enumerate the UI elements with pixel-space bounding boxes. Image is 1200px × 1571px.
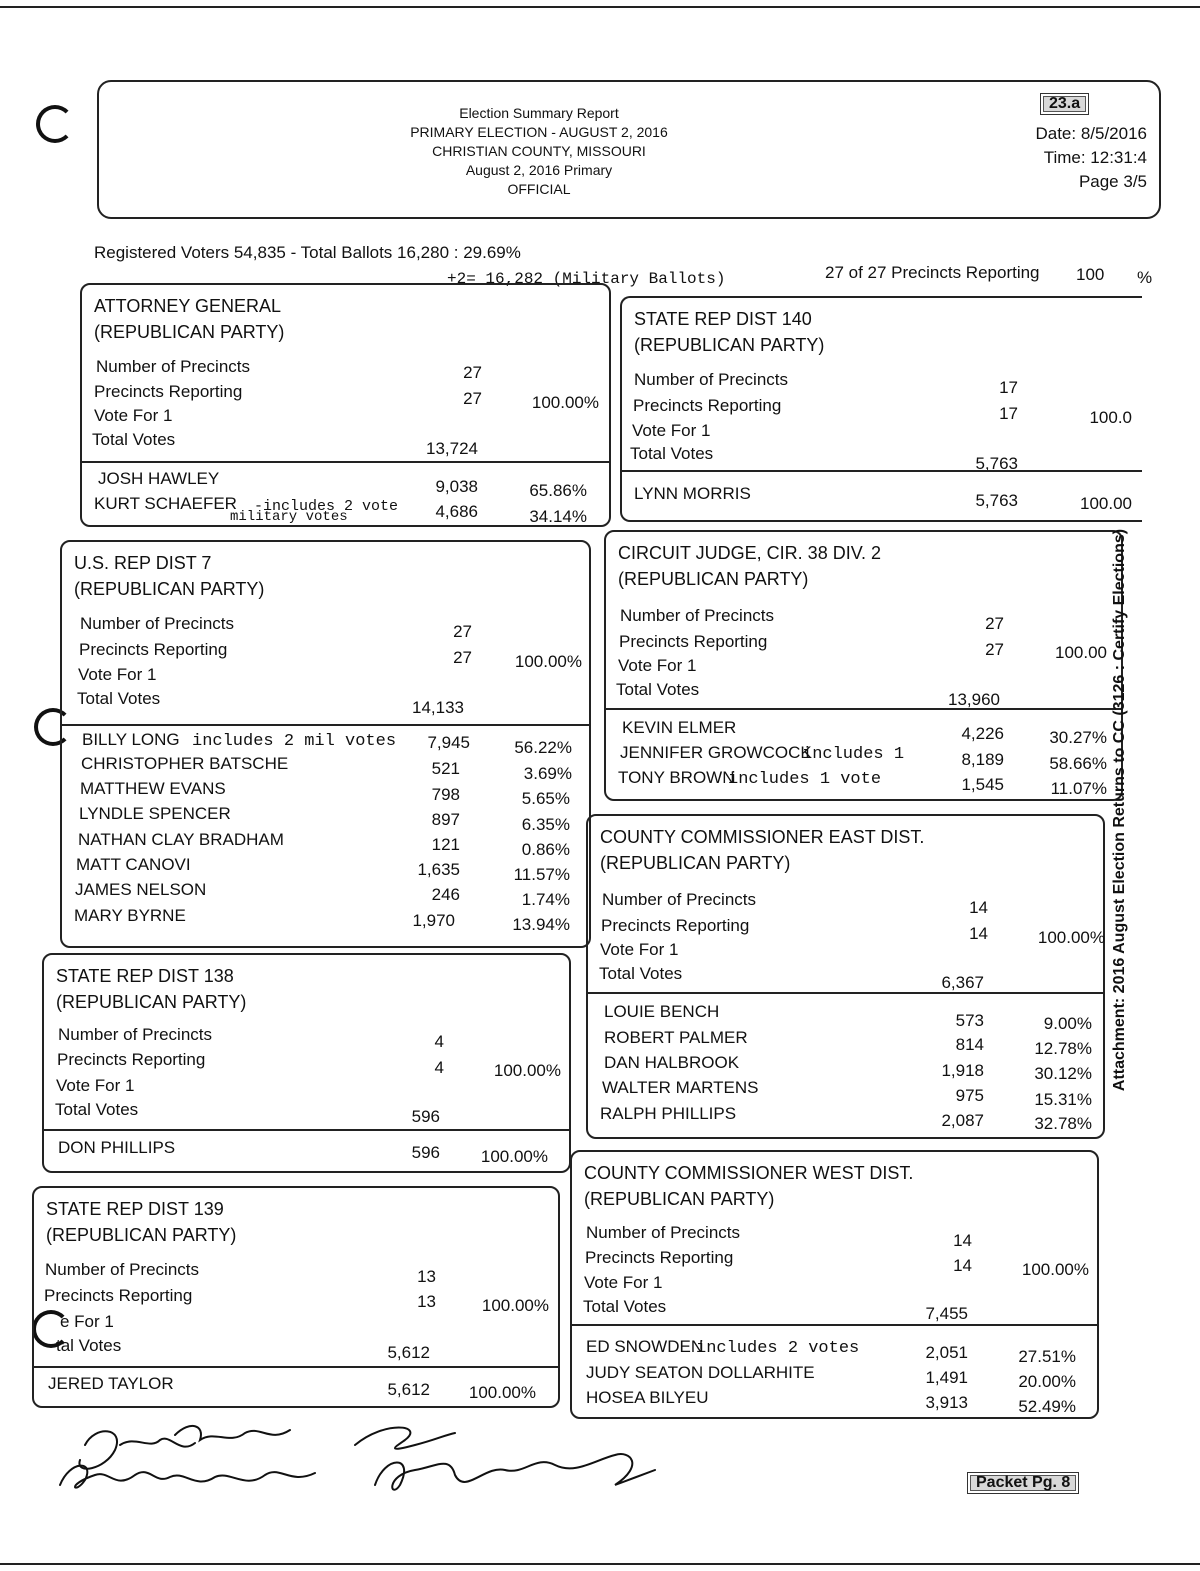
candidate-name: JOSH HAWLEY [98,469,220,488]
packet-page-stamp: Packet Pg. 8 [967,1472,1079,1494]
race-title [618,540,881,592]
precincts-reporting-pct: 100.00% [514,652,582,671]
label-total-votes: Total Votes [599,964,683,983]
candidate-pct: 100.00% [480,1147,548,1166]
candidate-votes: 4,226 [961,724,1004,743]
race-title [56,963,246,1015]
label-vote-for: Vote For 1 [584,1273,663,1292]
race-party-line: (REPUBLICAN PARTY) [74,579,265,599]
candidate-votes: 9,038 [435,477,478,496]
race-party-line: (REPUBLICAN PARTY) [634,335,825,355]
divider [82,461,609,463]
candidate-votes: 1,491 [925,1368,968,1387]
race-party-line: (REPUBLICAN PARTY) [46,1225,237,1245]
candidate-pct: 13.94% [512,915,570,934]
candidate-name: JAMES NELSON [75,880,207,899]
attachment-sidebar-text: Attachment: 2016 August Election Returns to CC (3126 : Certify Elections) [1111,528,1128,1092]
race-title-line: STATE REP DIST 138 [56,966,234,986]
candidate-pct: 3.69% [523,764,572,783]
label-num-precincts: Number of Precincts [80,614,234,633]
label-vote-for: Vote For 1 [600,940,679,959]
race-state-rep-dist-139 [32,1186,560,1408]
precincts-reporting-pct: 100.00 [1055,643,1107,662]
label-vote-for: e For 1 [60,1312,114,1331]
candidate-name: TONY BROWN [618,768,735,787]
election-subtitle: August 2, 2016 Primary [465,162,613,178]
label-total-votes: Total Votes [583,1297,667,1316]
candidate-votes: 798 [431,785,460,804]
precincts-summary-pct-sign: % [1137,268,1153,287]
election-name: PRIMARY ELECTION - AUGUST 2, 2016 [410,124,668,140]
candidate-name: LYNDLE SPENCER [79,804,231,823]
candidate-name: CHRISTOPHER BATSCHE [81,754,289,773]
race-attorney-general [80,283,611,527]
candidate-votes: 246 [431,885,460,904]
race-party-line: (REPUBLICAN PARTY) [56,992,247,1012]
candidate-name: MATTHEW EVANS [80,779,226,798]
divider [62,724,589,726]
race-party-line: (REPUBLICAN PARTY) [600,853,791,873]
report-status: OFFICIAL [507,181,571,197]
candidate-name: MARY BYRNE [74,906,186,925]
num-precincts-value: 27 [453,622,472,641]
race-state-rep-dist-138 [42,953,571,1173]
precincts-reporting-pct: 100.00% [1021,1260,1089,1279]
report-time: Time: 12:31:4 [1043,148,1147,167]
candidate-name: KEVIN ELMER [622,718,737,737]
precincts-reporting-value: 17 [999,404,1018,423]
top-edge-line [0,6,1200,8]
divider [572,1324,1097,1326]
label-precincts-reporting: Precincts Reporting [619,632,768,651]
label-precincts-reporting: Precincts Reporting [585,1248,734,1267]
candidate-name: NATHAN CLAY BRADHAM [78,830,284,849]
candidate-pct: 58.66% [1049,754,1107,773]
candidate-name: JERED TAYLOR [48,1374,174,1393]
label-vote-for: Vote For 1 [94,406,173,425]
precincts-reporting-pct: 100.00% [1037,928,1105,947]
candidate-votes: 4,686 [435,502,478,521]
candidate-pct: 6.35% [521,815,570,834]
race-state-rep-dist-140 [620,296,1142,522]
candidate-note: includes 1 [802,745,905,764]
candidate-votes: 521 [431,759,460,778]
candidate-name: RALPH PHILLIPS [600,1104,737,1123]
county-name: CHRISTIAN COUNTY, MISSOURI [432,143,646,159]
report-title: Election Summary Report [459,105,619,121]
label-precincts-reporting: Precincts Reporting [79,640,228,659]
precincts-reporting-value: 27 [463,389,482,408]
precincts-reporting-value: 13 [417,1292,436,1311]
race-party-line: (REPUBLICAN PARTY) [94,322,285,342]
label-total-votes: Total Votes [92,430,176,449]
race-party-line: (REPUBLICAN PARTY) [618,569,809,589]
label-precincts-reporting: Precincts Reporting [44,1286,193,1305]
candidate-pct: 11.57% [513,865,570,884]
registered-voters: Registered Voters 54,835 - Total Ballots 16,280 : 29.69% [94,243,521,262]
candidate-votes: 897 [431,810,460,829]
race-party-line: (REPUBLICAN PARTY) [584,1189,775,1209]
race-county-commissioner-east [586,814,1105,1139]
race-title [634,306,824,358]
header-meta [1035,122,1147,194]
total-votes-value: 6,367 [941,973,984,992]
divider [588,992,1103,994]
candidate-votes: 814 [955,1035,984,1054]
num-precincts-value: 27 [985,614,1004,633]
precincts-reporting-summary: 27 of 27 Precincts Reporting [825,263,1040,282]
candidate-votes: 975 [955,1086,984,1105]
num-precincts-value: 14 [953,1231,972,1250]
precincts-reporting-value: 14 [953,1256,972,1275]
candidate-pct: 12.78% [1034,1039,1092,1058]
candidate-pct: 65.86% [529,481,587,500]
divider [622,470,1142,472]
candidate-name: JUDY SEATON DOLLARHITE [586,1363,815,1382]
candidate-pct: 100.00 [1080,494,1132,513]
candidate-votes: 596 [411,1143,440,1162]
race-title [74,550,264,602]
candidate-votes: 573 [955,1011,984,1030]
candidate-pct: 56.22% [514,738,572,757]
candidate-name: KURT SCHAEFER [94,494,237,513]
candidate-name: DON PHILLIPS [58,1138,176,1157]
label-num-precincts: Number of Precincts [620,606,774,625]
total-votes-value: 14,133 [412,698,464,717]
candidate-pct: 1.74% [521,890,570,909]
candidate-votes: 1,918 [941,1061,984,1080]
race-title-line: ATTORNEY GENERAL [94,296,282,316]
signatures-image [55,1415,665,1515]
candidate-name: HOSEA BILYEU [586,1388,709,1407]
total-votes-value: 5,612 [387,1343,430,1362]
candidate-votes: 1,635 [417,860,460,879]
candidate-pct: 27.51% [1018,1347,1076,1366]
label-vote-for: Vote For 1 [56,1076,135,1095]
total-votes-value: 596 [411,1107,440,1126]
candidate-votes: 121 [431,835,460,854]
bottom-edge-line [0,1563,1200,1565]
candidate-name: ROBERT PALMER [604,1028,748,1047]
race-us-rep-dist-7 [60,540,591,948]
report-page: Page 3/5 [1078,172,1147,191]
candidate-note: includes 2 votes [696,1339,860,1358]
num-precincts-value: 14 [969,898,988,917]
label-num-precincts: Number of Precincts [602,890,756,909]
label-num-precincts: Number of Precincts [58,1025,212,1044]
candidate-name: ED SNOWDEN [586,1337,704,1356]
label-num-precincts: Number of Precincts [45,1260,199,1279]
candidate-pct: 34.14% [529,507,587,526]
candidate-votes: 8,189 [961,750,1004,769]
num-precincts-value: 4 [434,1032,444,1051]
candidate-votes: 2,087 [941,1111,984,1130]
candidate-name: WALTER MARTENS [602,1078,759,1097]
military-ballots-note: +2= 16,282 (Military Ballots) [447,270,726,288]
precincts-reporting-pct: 100.00% [493,1061,561,1080]
candidate-pct: 0.86% [521,840,570,859]
candidate-pct: 20.00% [1018,1372,1076,1391]
race-title [46,1196,236,1248]
total-votes-value: 13,724 [426,439,478,458]
precincts-reporting-pct: 100.00% [481,1296,549,1315]
race-title-line: STATE REP DIST 140 [634,309,812,329]
candidate-pct: 32.78% [1034,1114,1092,1133]
candidate-pct: 9.00% [1043,1014,1092,1033]
punch-hole-icon [36,105,74,143]
race-title-line: COUNTY COMMISSIONER WEST DIST. [584,1163,914,1183]
candidate-pct: 52.49% [1018,1397,1076,1416]
candidate-votes: 2,051 [925,1343,968,1362]
label-vote-for: Vote For 1 [618,656,697,675]
precincts-reporting-pct: 100.0 [1089,408,1132,427]
attachment-stamp: 23.a [1040,93,1089,115]
candidate-note: includes 2 mil votes [192,732,397,751]
race-county-commissioner-west [570,1150,1099,1419]
num-precincts-value: 17 [999,378,1018,397]
label-precincts-reporting: Precincts Reporting [94,382,243,401]
label-total-votes: Total Votes [77,689,161,708]
candidate-votes: 1,545 [961,775,1004,794]
label-total-votes: Total Votes [630,444,714,463]
candidate-votes: 7,945 [427,733,470,752]
candidate-pct: 11.07% [1050,779,1107,798]
total-votes-value: 13,960 [948,690,1000,709]
precincts-reporting-value: 27 [453,648,472,667]
divider [44,1129,569,1131]
report-date: Date: 8/5/2016 [1035,124,1147,143]
candidate-name: LOUIE BENCH [604,1002,720,1021]
total-votes-value: 5,763 [975,454,1018,473]
race-title [94,293,284,345]
label-vote-for: Vote For 1 [78,665,157,684]
race-title-line: COUNTY COMMISSIONER EAST DIST. [600,827,925,847]
report-header [97,80,1161,219]
label-precincts-reporting: Precincts Reporting [633,396,782,415]
precincts-reporting-value: 27 [985,640,1004,659]
candidate-pct: 15.31% [1034,1090,1092,1109]
race-title-line: STATE REP DIST 139 [46,1199,224,1219]
candidate-name: DAN HALBROOK [604,1053,740,1072]
divider [606,708,1121,710]
label-total-votes: Total Votes [616,680,700,699]
race-title-line: CIRCUIT JUDGE, CIR. 38 DIV. 2 [618,543,882,563]
label-vote-for: Vote For 1 [632,421,711,440]
precincts-reporting-pct: 100.00% [531,393,599,412]
candidate-pct: 100.00% [468,1383,536,1402]
num-precincts-value: 27 [463,363,482,382]
precincts-reporting-value: 14 [969,924,988,943]
candidate-pct: 5.65% [521,789,570,808]
candidate-votes: 5,763 [975,491,1018,510]
candidate-note: -includes 2 vote [254,498,399,515]
race-title [584,1160,913,1212]
label-num-precincts: Number of Precincts [96,357,250,376]
candidate-name: LYNN MORRIS [634,484,751,503]
total-votes-value: 7,455 [925,1304,968,1323]
precincts-reporting-value: 4 [434,1058,444,1077]
race-title-line: U.S. REP DIST 7 [74,553,212,573]
label-precincts-reporting: Precincts Reporting [601,916,750,935]
candidate-pct: 30.12% [1034,1064,1092,1083]
candidate-name: BILLY LONG [82,730,180,749]
candidate-votes: 3,913 [925,1393,968,1412]
precincts-summary-pct: 100 [1076,265,1105,284]
candidate-votes: 5,612 [387,1380,430,1399]
label-total-votes: Total Votes [55,1100,139,1119]
label-precincts-reporting: Precincts Reporting [57,1050,206,1069]
num-precincts-value: 13 [417,1267,436,1286]
candidate-name: JENNIFER GROWCOCK [620,743,812,762]
candidate-note: includes 1 vote [728,770,882,789]
candidate-note: military votes [230,509,348,525]
label-num-precincts: Number of Precincts [586,1223,740,1242]
candidate-votes: 1,970 [412,911,455,930]
label-num-precincts: Number of Precincts [634,370,788,389]
label-total-votes: tal Votes [56,1336,122,1355]
race-title [600,824,924,876]
divider [34,1366,558,1368]
candidate-name: MATT CANOVI [76,855,191,874]
race-circuit-judge [604,530,1123,801]
attachment-sidebar [1106,480,1134,1140]
candidate-pct: 30.27% [1049,728,1107,747]
header-title-block [99,104,979,199]
